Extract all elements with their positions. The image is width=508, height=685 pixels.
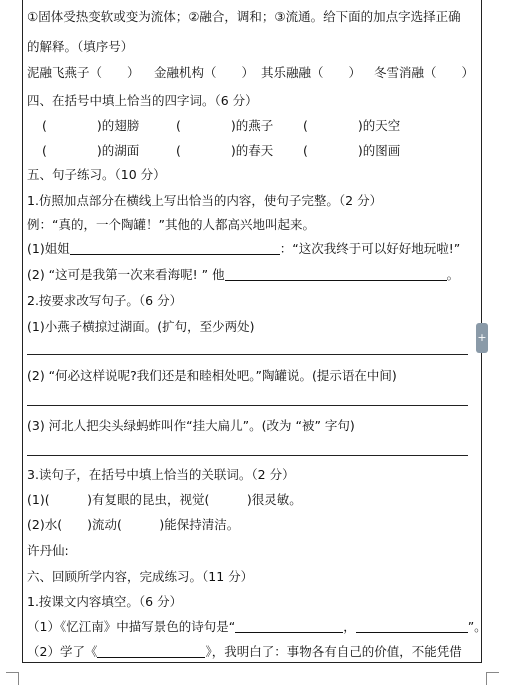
idiom-blank-1[interactable]: ( )的翅膀 [42, 118, 140, 133]
question-3-title: 3.读句子，在括号中填上恰当的关联词。（2 分） [27, 467, 295, 482]
word-item-1: 泥融飞燕子（ ） [27, 65, 140, 80]
answer-line[interactable] [27, 405, 468, 406]
answer-line[interactable] [27, 354, 468, 355]
section-5-heading: 五、句子练习。（10 分） [27, 167, 166, 182]
section-4-heading: 四、在括号中填上恰当的四字词。（6 分） [27, 93, 258, 108]
sentence-2 [27, 267, 459, 283]
fill-1 [27, 619, 487, 635]
rewrite-3: (3) 河北人把尖头绿蚂蚱叫作“挂大扁儿”。(改为 “被” 字句) [27, 418, 355, 433]
idiom-blank-6[interactable]: ( )的图画 [303, 143, 401, 158]
instruction-line-1: ①固体受热变软或变为流体；②融合，调和；③流通。给下面的加点字选择正确 [27, 9, 461, 24]
instruction-line-2: 的解释。（填序号） [27, 39, 134, 54]
fill-2-end: 》，我明白了：事物各有自己的价值，不能凭借 [205, 644, 462, 659]
answer-line[interactable] [70, 242, 280, 255]
fill-1-mid: ， [343, 619, 356, 634]
idiom-blank-2[interactable]: ( )的燕子 [176, 118, 274, 133]
answer-line[interactable] [235, 620, 343, 633]
word-item-3: 其乐融融（ ） [261, 65, 362, 80]
fill-1-end: ”。 [467, 619, 487, 634]
word-item-4: 冬雪消融（ ） [374, 65, 475, 80]
sentence-1-end: ：“这次我终于可以好好地玩啦!” [279, 241, 461, 256]
question-1-title: 1.仿照加点部分在横线上写出恰当的内容，使句子完整。（2 分） [27, 193, 383, 208]
rewrite-1: (1)小燕子横掠过湖面。(扩句，至少两处) [27, 319, 255, 334]
idiom-blank-4[interactable]: ( )的湖面 [42, 143, 140, 158]
example-sentence: 例：“真的，一个陶罐！”其他的人都高兴地叫起来。 [27, 217, 315, 232]
answer-line[interactable] [97, 645, 205, 658]
student-name: 许丹仙: [27, 543, 69, 558]
sentence-1-start: (1)姐姐 [27, 241, 70, 256]
idiom-blank-5[interactable]: ( )的春天 [176, 143, 274, 158]
sentence-1 [27, 241, 460, 257]
expand-tab-icon[interactable]: + [476, 323, 488, 353]
sentence-2-end: 。 [446, 267, 460, 282]
fill-2 [27, 644, 462, 660]
crop-mark-left [6, 672, 19, 685]
conjunction-1[interactable]: (1)( )有复眼的昆虫，视觉( )很灵敏。 [27, 492, 302, 507]
crop-mark-right [486, 672, 499, 685]
conjunction-2[interactable]: (2)水( )流动( )能保持清洁。 [27, 517, 240, 532]
answer-line[interactable] [356, 620, 468, 633]
idiom-blank-3[interactable]: ( )的天空 [303, 118, 401, 133]
answer-line[interactable] [27, 455, 468, 456]
fill-1-start: （1）《忆江南》中描写景色的诗句是“ [27, 619, 236, 634]
section-6-heading: 六、回顾所学内容，完成练习。（11 分） [27, 569, 254, 584]
rewrite-2: (2) “何必这样说呢?我们还是和睦相处吧。”陶罐说。(提示语在中间) [27, 368, 397, 383]
part-1-title: 1.按课文内容填空。（6 分） [27, 594, 183, 609]
fill-2-start: （2）学了《 [27, 644, 98, 659]
word-item-2: 金融机构（ ） [154, 65, 255, 80]
question-2-title: 2.按要求改写句子。（6 分） [27, 293, 183, 308]
sentence-2-start: (2) “这可是我第一次来看海呢! ” 他 [27, 267, 225, 282]
answer-line[interactable] [225, 268, 447, 281]
